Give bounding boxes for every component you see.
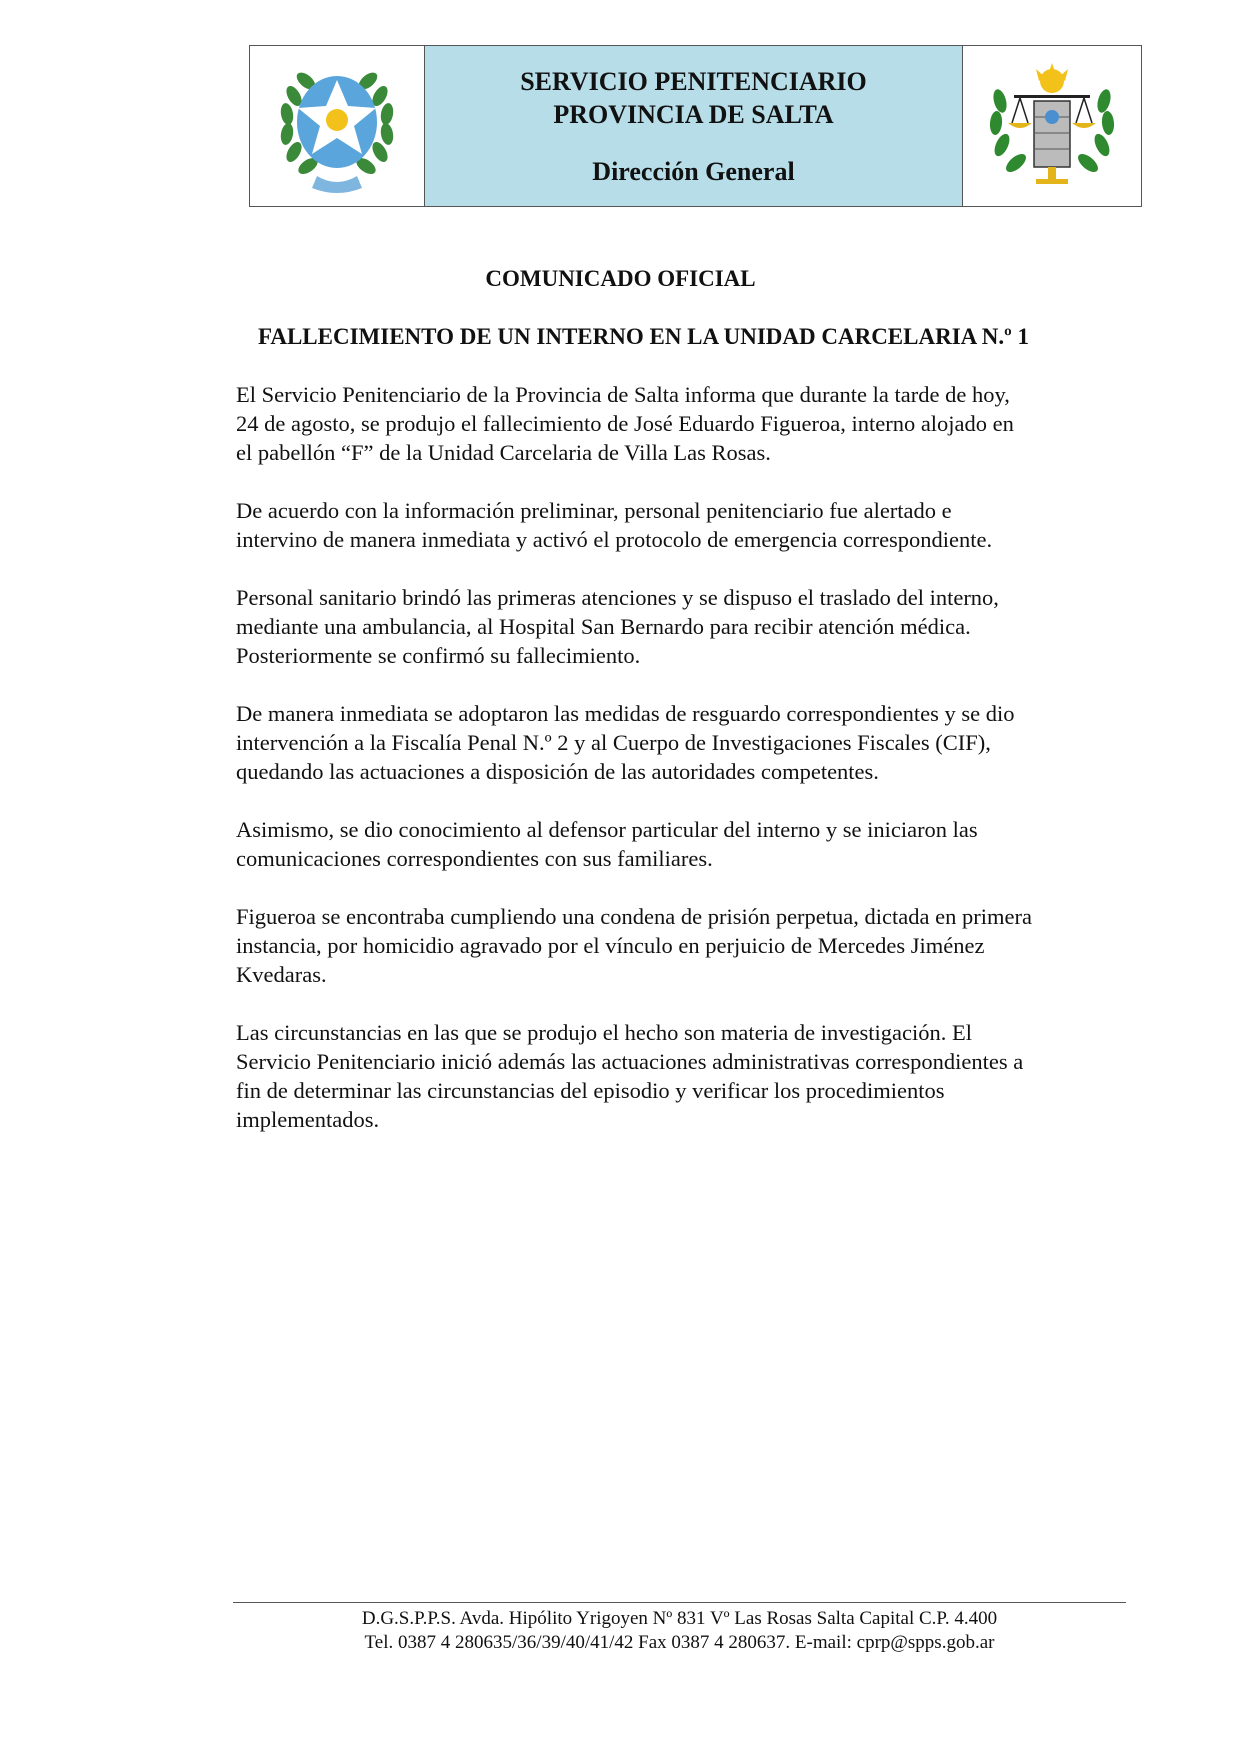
- penitentiary-emblem-icon: [982, 61, 1122, 191]
- letterhead-title: [424, 46, 963, 206]
- institution-name: SERVICIO PENITENCIARIO: [520, 67, 867, 96]
- paragraph: De acuerdo con la información preliminar, personal penitenciario fue alertado e intervino de manera inmediata y activó el protocolo de emergencia correspondiente.: [236, 498, 993, 552]
- document-heading: COMUNICADO OFICIAL: [485, 266, 756, 291]
- paragraph: Asimismo, se dio conocimiento al defensor particular del interno y se iniciaron las comunicaciones correspondientes con sus familiares.: [236, 817, 978, 871]
- document-body: [236, 380, 1136, 1163]
- letterhead: [249, 45, 1142, 207]
- department-name: Dirección General: [592, 157, 795, 186]
- footer-divider: [233, 1602, 1126, 1603]
- paragraph: Las circunstancias en las que se produjo el hecho son materia de investigación. El Servicio Penitenciario inició además las actuaciones administrativas correspondientes a fin de determinar las circunstancias del episodio y verificar los procedimientos implementados.: [236, 1020, 1024, 1132]
- right-logo-cell: [963, 46, 1141, 206]
- footer-address: D.G.S.P.P.S. Avda. Hipólito Yrigoyen Nº 831 Vº Las Rosas Salta Capital C.P. 4.400: [361, 1608, 998, 1629]
- coat-of-arms-icon: [272, 56, 402, 196]
- document-subheading: FALLECIMIENTO DE UN INTERNO EN LA UNIDAD CARCELARIA N.º 1: [258, 324, 1029, 349]
- paragraph: El Servicio Penitenciario de la Provincia de Salta informa que durante la tarde de hoy, 24 de agosto, se produjo el fallecimiento de José Eduardo Figueroa, interno alojado en el pabellón “F” de la Unidad Carcelaria de Villa Las Rosas.: [236, 382, 1014, 465]
- paragraph: De manera inmediata se adoptaron las medidas de resguardo correspondientes y se dio intervención a la Fiscalía Penal N.º 2 y al Cuerpo de Investigaciones Fiscales (CIF), quedando las actuaciones a disposición de las autoridades competentes.: [236, 701, 1015, 784]
- paragraph: Figueroa se encontraba cumpliendo una condena de prisión perpetua, dictada en primera instancia, por homicidio agravado por el vínculo en perjuicio de Mercedes Jiménez Kvedaras.: [236, 904, 1032, 987]
- paragraph: Personal sanitario brindó las primeras atenciones y se dispuso el traslado del interno, mediante una ambulancia, al Hospital San Bernardo para recibir atención médica. Posteriormente se confirmó su fallecimiento.: [236, 585, 999, 668]
- left-logo-cell: [250, 46, 424, 206]
- footer-contact: Tel. 0387 4 280635/36/39/40/41/42 Fax 0387 4 280637. E-mail: cprp@spps.gob.ar: [364, 1632, 995, 1653]
- province-name: PROVINCIA DE SALTA: [553, 100, 834, 129]
